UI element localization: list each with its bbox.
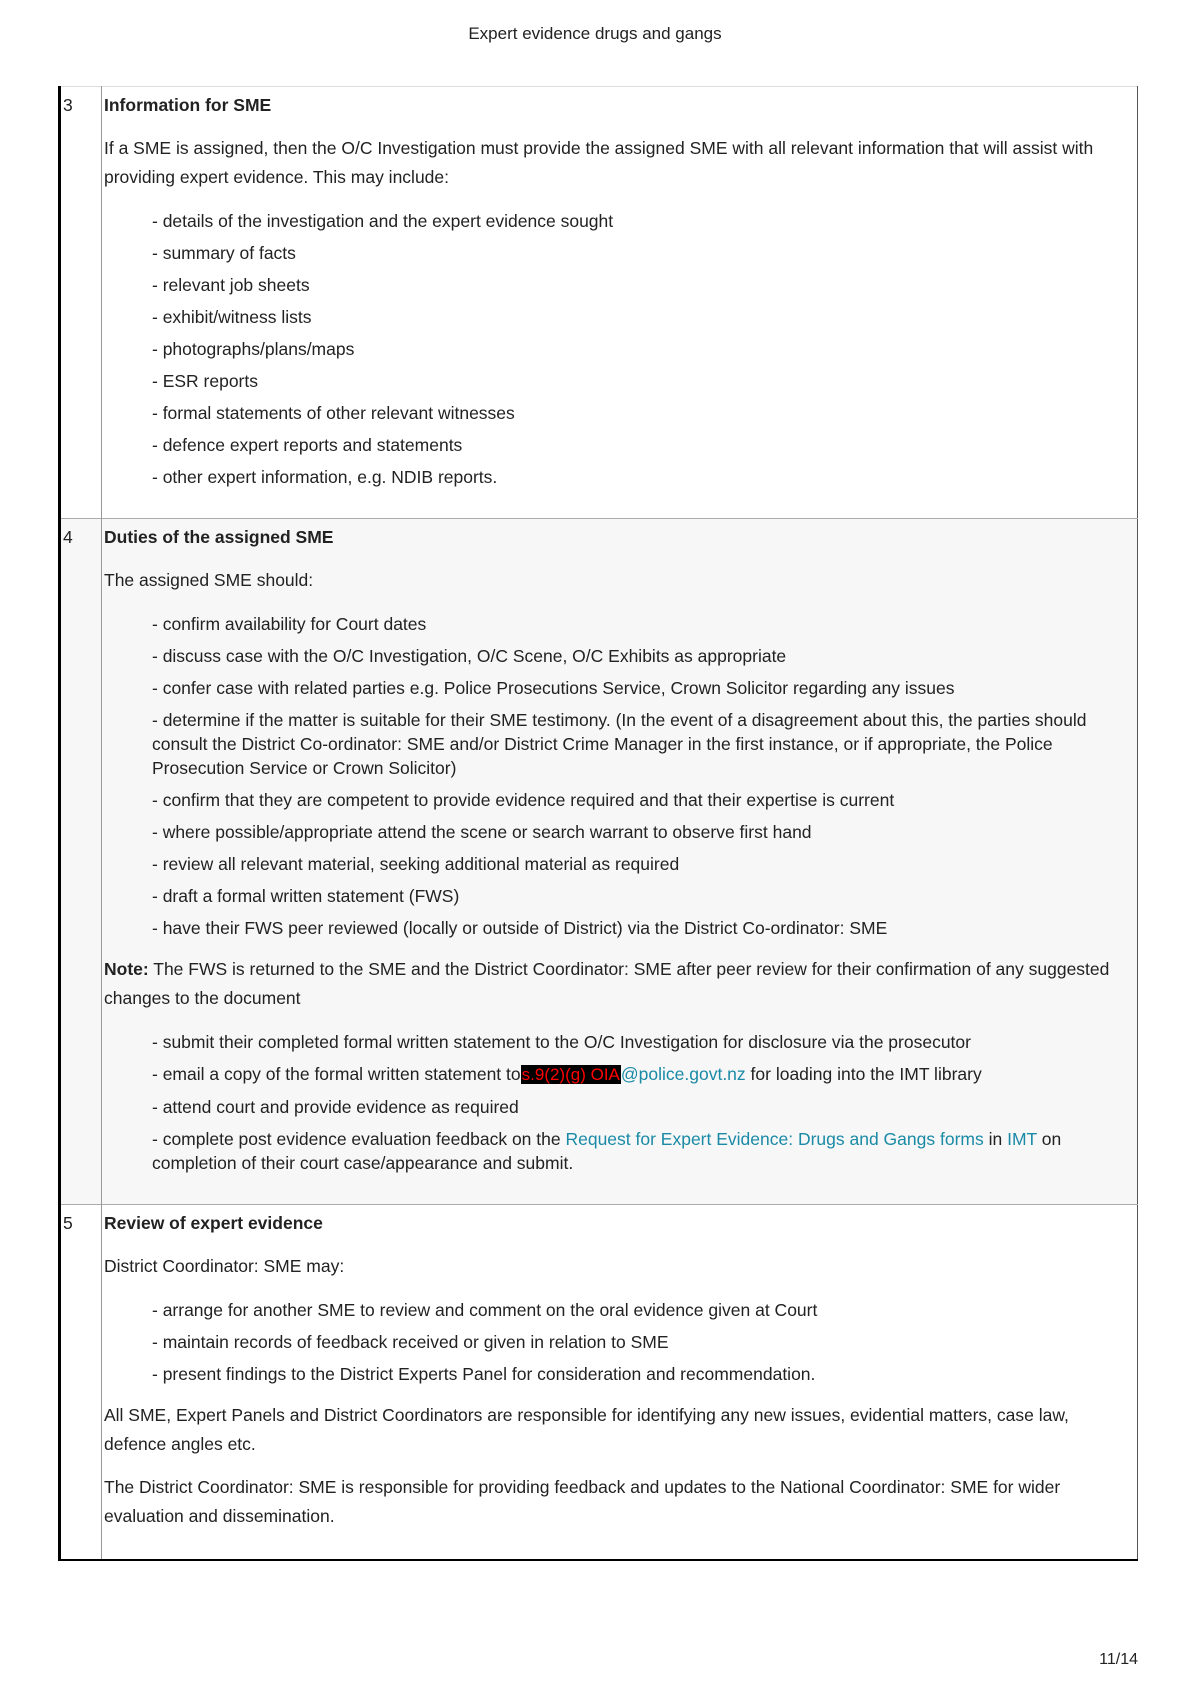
section-intro: District Coordinator: SME may: — [104, 1256, 345, 1276]
list-item: - formal statements of other relevant witnesses — [152, 403, 515, 423]
list-item: - submit their completed formal written statement to the O/C Investigation for disclosure via the prosecutor — [152, 1032, 971, 1052]
list-item: - determine if the matter is suitable for their SME testimony. (In the event of a disagreement about this, the parties should consult the District Co-ordinator: SME and/or District Crime Manager in the first instance, or if appropriate, the Police Prosecution Service or Crown Solicitor) — [152, 710, 1087, 778]
bullet-list — [104, 206, 1129, 492]
section-intro: If a SME is assigned, then the O/C Investigation must provide the assigned SME with all relevant information that will assist with providing expert evidence. This may include: — [104, 138, 1094, 187]
list-item: - review all relevant material, seeking additional material as required — [152, 854, 680, 874]
table-row — [60, 87, 1138, 519]
redaction-box: s.9(2)(g) OIA — [521, 1065, 620, 1084]
paragraph: The District Coordinator: SME is responsible for providing feedback and updates to the National Coordinator: SME for wider evaluation and dissemination. — [104, 1477, 1061, 1526]
list-item: - where possible/appropriate attend the scene or search warrant to observe first hand — [152, 822, 812, 842]
row-number: 3 — [60, 87, 102, 519]
list-item: - summary of facts — [152, 243, 296, 263]
page-number: 11/14 — [1099, 1651, 1138, 1668]
list-item: - present findings to the District Experts Panel for consideration and recommendation. — [152, 1364, 816, 1384]
list-item: - details of the investigation and the expert evidence sought — [152, 211, 614, 231]
section-title: Duties of the assigned SME — [104, 527, 334, 547]
list-item: - confirm that they are competent to provide evidence required and that their expertise is current — [152, 790, 895, 810]
paragraph: All SME, Expert Panels and District Coordinators are responsible for identifying any new issues, evidential matters, case law, defence angles etc. — [104, 1405, 1069, 1454]
section-title: Information for SME — [104, 95, 272, 115]
list-item: - arrange for another SME to review and comment on the oral evidence given at Court — [152, 1300, 818, 1320]
list-item: - discuss case with the O/C Investigation, O/C Scene, O/C Exhibits as appropriate — [152, 646, 787, 666]
list-item: - ESR reports — [152, 371, 258, 391]
row-number: 5 — [60, 1205, 102, 1561]
email-link[interactable]: @police.govt.nz — [620, 1064, 746, 1084]
list-item: - other expert information, e.g. NDIB reports. — [152, 467, 498, 487]
note-label: Note: — [104, 959, 149, 979]
list-item: - maintain records of feedback received or given in relation to SME — [152, 1332, 669, 1352]
procedure-table — [58, 86, 1138, 1561]
section-title: Review of expert evidence — [104, 1213, 323, 1233]
page-header: Expert evidence drugs and gangs — [468, 24, 722, 43]
list-item: - complete post evidence evaluation feedback on the Request for Expert Evidence: Drugs and Gangs forms in IMT on completion of their court case/appearance and submit. — [152, 1129, 1062, 1173]
list-item: - relevant job sheets — [152, 275, 310, 295]
row-number: 4 — [60, 519, 102, 1205]
list-item: - defence expert reports and statements — [152, 435, 463, 455]
bullet-list — [104, 1295, 1129, 1389]
request-form-link[interactable]: Request for Expert Evidence: Drugs and Gangs forms — [565, 1129, 984, 1149]
list-item: - draft a formal written statement (FWS) — [152, 886, 460, 906]
note-text: The FWS is returned to the SME and the District Coordinator: SME after peer review for their confirmation of any suggested changes to the document — [104, 959, 1110, 1008]
table-row — [60, 1205, 1138, 1561]
list-item: - confirm availability for Court dates — [152, 614, 427, 634]
bullet-list — [104, 609, 1129, 943]
list-item: - confer case with related parties e.g. Police Prosecutions Service, Crown Solicitor regarding any issues — [152, 678, 955, 698]
list-item: - exhibit/witness lists — [152, 307, 312, 327]
list-item: - photographs/plans/maps — [152, 339, 355, 359]
list-item: - email a copy of the formal written statement tos.9(2)(g) OIA@police.govt.nz for loading into the IMT library — [152, 1064, 982, 1084]
section-intro: The assigned SME should: — [104, 570, 314, 590]
note — [104, 955, 1129, 1013]
list-item: - attend court and provide evidence as required — [152, 1097, 519, 1117]
table-row — [60, 519, 1138, 1205]
list-item: - have their FWS peer reviewed (locally or outside of District) via the District Co-ordinator: SME — [152, 918, 888, 938]
bullet-list — [104, 1027, 1129, 1178]
imt-link[interactable]: IMT — [1007, 1129, 1037, 1149]
